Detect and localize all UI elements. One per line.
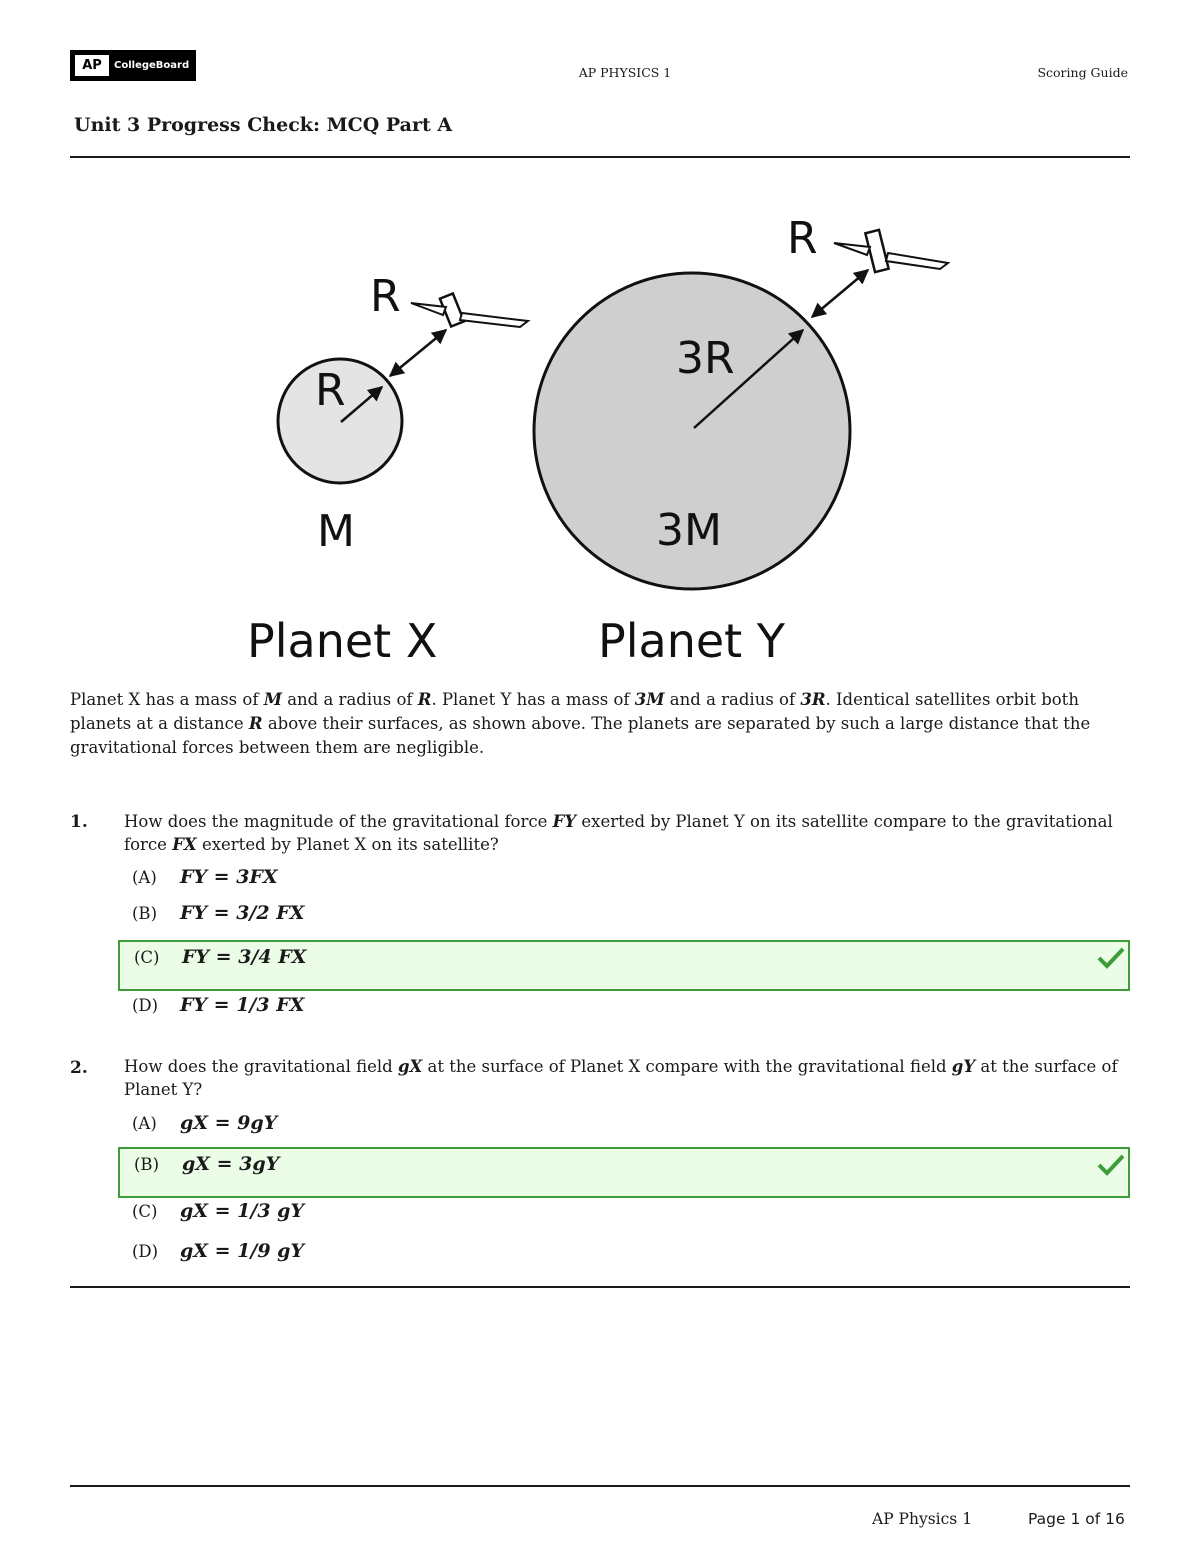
planet-y-name: Planet Y <box>598 614 785 668</box>
choice-letter: (B) <box>132 904 157 923</box>
planets-figure <box>200 195 1000 680</box>
question-1-choice-b[interactable] <box>118 900 1130 932</box>
choice-letter: (A) <box>132 1114 157 1133</box>
radius-variable: R <box>417 690 432 709</box>
mass-variable: M <box>263 690 282 709</box>
footer-divider <box>70 1485 1130 1487</box>
question-1-text: How does the magnitude of the gravitational force FY exerted by Planet Y on its satellite compare to the gravitational force FX exerted by Planet X on its satellite? <box>124 812 1113 854</box>
planet-y-orbit-arrow <box>812 270 868 317</box>
correct-check-icon <box>1096 1153 1126 1177</box>
question-2-text: How does the gravitational field gX at the surface of Planet X compare with the gravitational field gY at the surface of Planet Y? <box>124 1057 1118 1099</box>
page-number: Page 1 of 16 <box>1028 1510 1125 1528</box>
section-end-divider <box>70 1286 1130 1288</box>
choice-formula: gX = 1/9 gY <box>180 1240 305 1262</box>
ap-logo-mark: AP <box>75 55 109 76</box>
question-2-choice-b[interactable] <box>118 1147 1130 1198</box>
choice-formula: FY = 3/2 FX <box>180 902 305 924</box>
footer-course: AP Physics 1 <box>872 1510 973 1528</box>
question-1-choice-d[interactable] <box>118 992 1130 1024</box>
planet-x-orbit-label: R <box>370 271 401 322</box>
mass-variable: 3M <box>634 690 665 709</box>
planet-y-radius-label: 3R <box>676 333 735 384</box>
question-2-number: 2. <box>70 1058 88 1078</box>
ap-collegeboard-logo <box>70 50 196 81</box>
title-divider <box>70 156 1130 158</box>
radius-variable: R <box>248 714 263 733</box>
question-1-choice-c[interactable] <box>118 940 1130 991</box>
planet-x-radius-label: R <box>315 365 346 416</box>
collegeboard-wordmark: CollegeBoard <box>114 60 190 71</box>
planet-x-name: Planet X <box>247 614 438 668</box>
header-guide-type: Scoring Guide <box>1037 65 1128 80</box>
choice-letter: (C) <box>132 1202 158 1221</box>
planet-y-orbit-label: R <box>787 213 818 264</box>
choice-formula: FY = 3/4 FX <box>182 946 307 968</box>
choice-letter: (B) <box>134 1155 159 1174</box>
question-1-number: 1. <box>70 812 88 832</box>
choice-letter: (D) <box>132 996 159 1015</box>
planet-y-mass-label: 3M <box>656 505 722 556</box>
question-1-choice-a[interactable] <box>118 864 1130 896</box>
choice-formula: gX = 3gY <box>182 1153 280 1175</box>
page-title: Unit 3 Progress Check: MCQ Part A <box>74 114 453 136</box>
choice-formula: gX = 9gY <box>180 1112 278 1134</box>
satellite-x-icon <box>411 293 528 327</box>
correct-check-icon <box>1096 946 1126 970</box>
choice-formula: FY = 1/3 FX <box>180 994 305 1016</box>
choice-formula: FY = 3FX <box>180 866 278 888</box>
choice-formula: gX = 1/3 gY <box>180 1200 305 1222</box>
planet-x-mass-label: M <box>317 506 355 557</box>
choice-letter: (D) <box>132 1242 159 1261</box>
question-2-choice-d[interactable] <box>118 1238 1130 1270</box>
passage: Planet X has a mass of M and a radius of R. Planet Y has a mass of 3M and a radius of 3R. Identical satellites orbit both planets at a distance R above their surfaces, as shown above. The planets are separated by such a large distance that the gravitational forces between them are negligible. <box>70 690 1091 757</box>
planet-x-orbit-arrow <box>390 330 446 376</box>
satellite-y-icon <box>834 230 948 272</box>
header-course: AP PHYSICS 1 <box>578 65 672 80</box>
radius-variable: 3R <box>800 690 826 709</box>
question-2-choice-a[interactable] <box>118 1110 1130 1142</box>
choice-letter: (C) <box>134 948 160 967</box>
choice-letter: (A) <box>132 868 157 887</box>
question-2-choice-c[interactable] <box>118 1198 1130 1230</box>
